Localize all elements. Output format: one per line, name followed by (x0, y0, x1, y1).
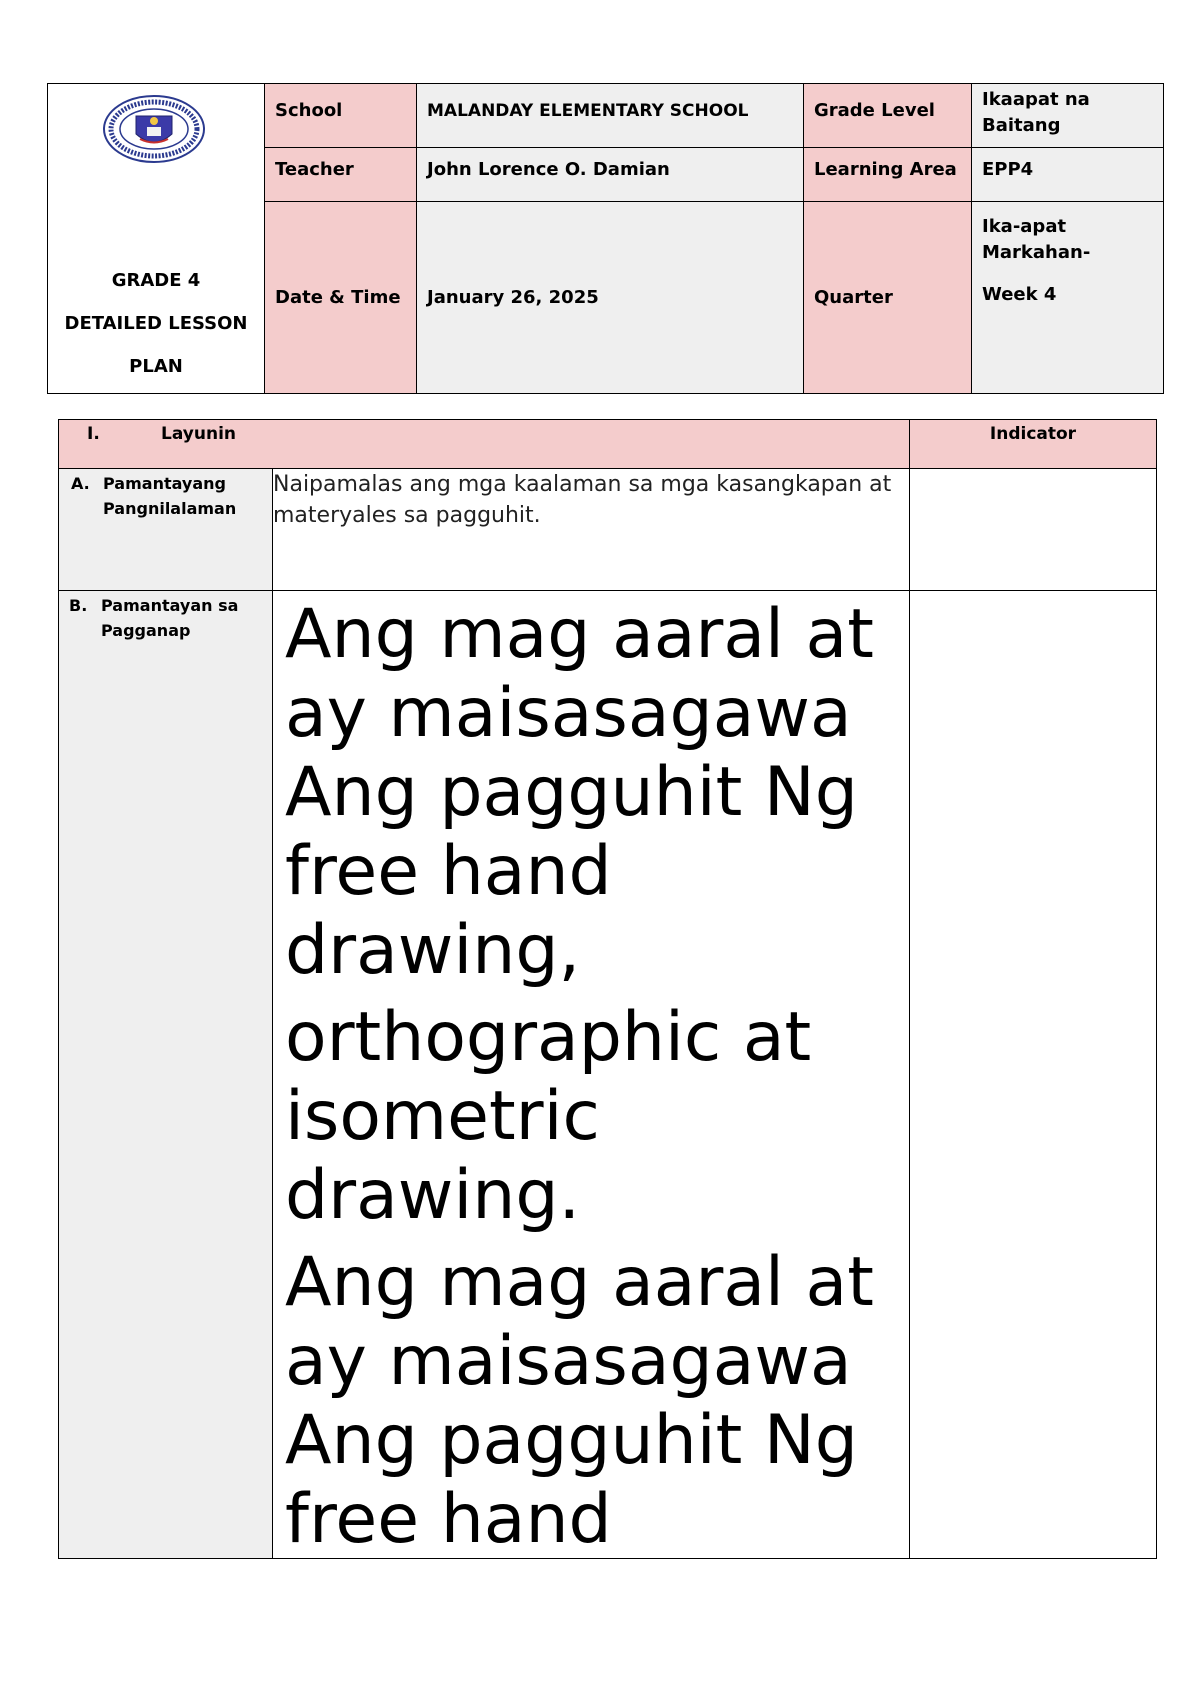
grade-level-label: Grade Level (804, 84, 972, 148)
quarter-value (972, 202, 1164, 394)
performance-standard-letter: B. (69, 596, 88, 615)
school-label: School (265, 84, 417, 148)
school-value: MALANDAY ELEMENTARY SCHOOL (417, 84, 804, 148)
content-standard-letter: A. (71, 474, 90, 493)
plan-title: GRADE 4 DETAILED LESSON PLAN (64, 270, 248, 377)
section-title: Layunin (161, 424, 236, 444)
content-standard-text: Naipamalas ang mga kaalaman sa mga kasangkapan at materyales sa pagguhit. (273, 469, 910, 591)
content-standard-label: Pamantayang Pangnilalaman (103, 474, 237, 518)
section-number: I. (87, 424, 100, 444)
performance-standard-paragraph: Ang mag aaral at ay maisasagawa Ang pagguhit Ng free hand drawing, (285, 595, 874, 990)
grade-level-value: Ikaapat na Baitang (972, 84, 1164, 148)
performance-standard-paragraph: orthographic at isometric drawing. (285, 998, 812, 1235)
date-time-value: January 26, 2025 (417, 202, 804, 394)
content-standard-indicator (910, 469, 1157, 591)
performance-standard-paragraph: Ang mag aaral at ay maisasagawa Ang pagguhit Ng free hand (285, 1243, 874, 1555)
indicator-header: Indicator (910, 420, 1157, 469)
logo-title-cell (48, 84, 265, 394)
deped-seal-icon (102, 94, 206, 164)
quarter-value-line1: Ika-apat Markahan- (982, 216, 1091, 263)
date-time-label: Date & Time (265, 202, 417, 394)
performance-standard-label: Pamantayan sa Pagganap (101, 596, 239, 640)
teacher-label: Teacher (265, 148, 417, 202)
lesson-plan-header-table (47, 83, 1164, 394)
performance-standard-text-cell (273, 591, 910, 1559)
performance-standard-indicator (910, 591, 1157, 1559)
quarter-label: Quarter (804, 202, 972, 394)
learning-area-label: Learning Area (804, 148, 972, 202)
objectives-section-header (59, 420, 910, 469)
performance-standard-label-cell (59, 591, 273, 1559)
content-standard-label-cell (59, 469, 273, 591)
objectives-table (58, 419, 1157, 1559)
teacher-value: John Lorence O. Damian (417, 148, 804, 202)
learning-area-value: EPP4 (972, 148, 1164, 202)
quarter-value-line2: Week 4 (982, 284, 1057, 305)
